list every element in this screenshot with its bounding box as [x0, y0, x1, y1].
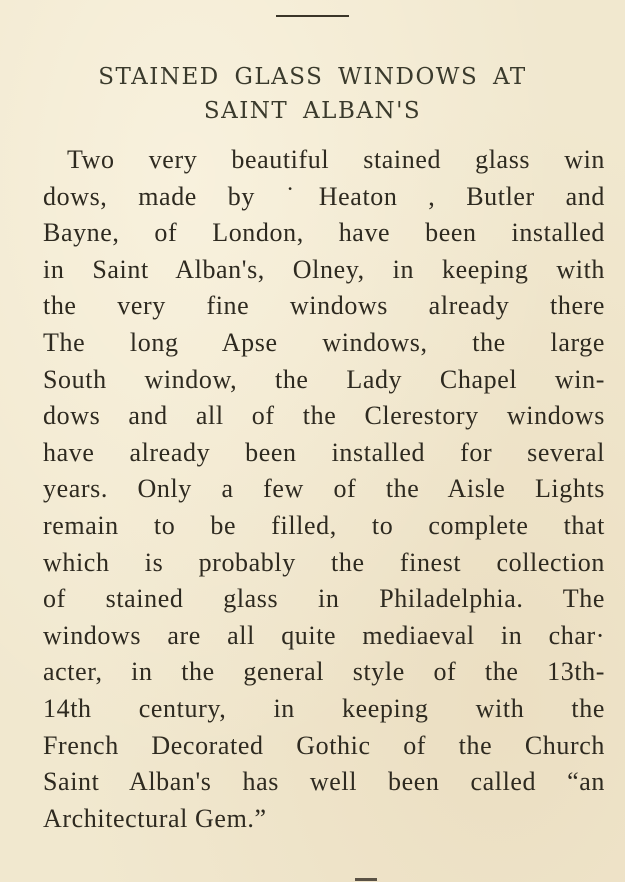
body-line: Architectural Gem.”: [43, 803, 267, 833]
body-line: Bayne, of London, have been installed: [43, 218, 605, 248]
body-line: of stained glass in Philadelphia. The: [43, 584, 605, 614]
body-line: 14th century, in keeping with the: [43, 693, 605, 723]
title-line-2: SAINT ALBAN'S: [203, 98, 422, 124]
article-title: [0, 60, 625, 128]
body-line: acter, in the general style of the 13th-: [43, 657, 605, 687]
title-line-1: STAINED GLASS WINDOWS AT: [98, 64, 527, 90]
body-line: dows, made by ˙Heaton , Butler and: [43, 181, 605, 211]
body-line: dows and all of the Clerestory windows: [43, 401, 605, 431]
body-line: have already been installed for several: [43, 437, 605, 467]
body-line: Saint Alban's has well been called “an: [43, 767, 605, 797]
top-divider-rule: [276, 15, 349, 17]
body-line: the very fine windows already there: [43, 291, 605, 321]
body-line: French Decorated Gothic of the Church: [43, 730, 605, 760]
body-line: windows are all quite mediaeval in char·: [43, 620, 605, 650]
body-line: Two very beautiful stained glass win: [67, 145, 605, 174]
body-line: which is probably the finest collection: [43, 547, 605, 577]
body-line: remain to be filled, to complete that: [43, 510, 605, 540]
body-line: years. Only a few of the Aisle Lights: [43, 474, 605, 504]
body-line: in Saint Alban's, Olney, in keeping with: [43, 254, 605, 284]
article-body: [43, 142, 605, 837]
body-line: The long Apse windows, the large: [43, 327, 605, 357]
bottom-edge-mark: [355, 878, 377, 881]
body-line: South window, the Lady Chapel win-: [43, 364, 605, 394]
